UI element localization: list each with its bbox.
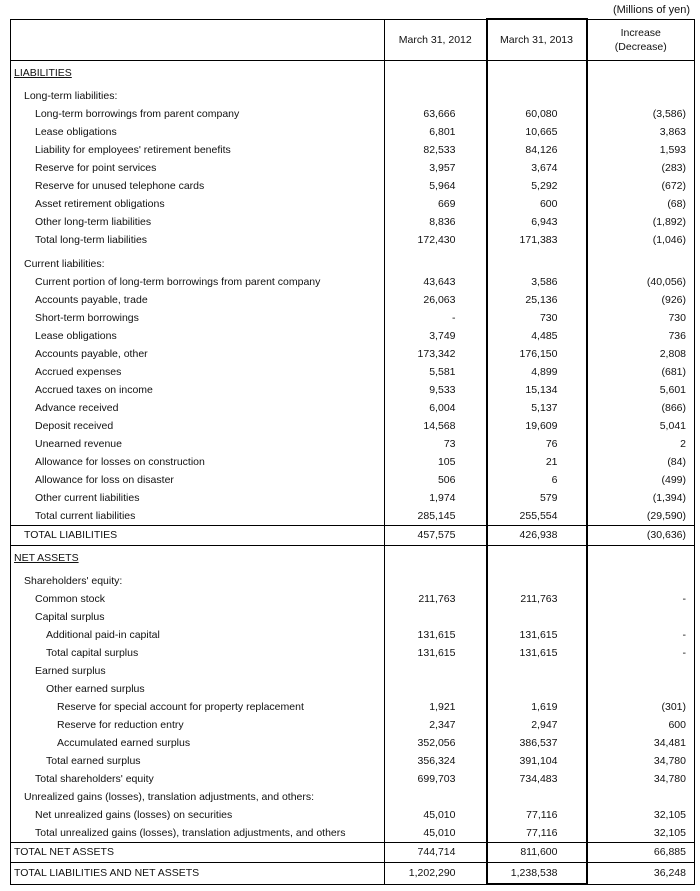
value-2013: 60,080: [487, 105, 587, 123]
blank-cell: [487, 572, 587, 590]
value-2012: [385, 662, 487, 680]
value-change: (3,586): [587, 105, 695, 123]
table-row: [11, 752, 695, 770]
value-2012: 669: [385, 195, 487, 213]
table-row: [11, 177, 695, 195]
header-row: [11, 19, 695, 61]
subsection-long-term-label: Long-term liabilities:: [11, 87, 385, 105]
table-row: [11, 824, 695, 843]
row-label: Total earned surplus: [11, 752, 385, 770]
table-row: [11, 123, 695, 141]
blank-cell: [487, 87, 587, 105]
table-row: [11, 381, 695, 399]
table-row: [11, 309, 695, 327]
subsection-equity-label: Shareholders' equity:: [11, 572, 385, 590]
value-2012: 1,974: [385, 489, 487, 507]
value-change: 3,863: [587, 123, 695, 141]
table-row: [11, 399, 695, 417]
value-change: [587, 680, 695, 698]
value-change: (29,590): [587, 507, 695, 526]
section-liabilities-label: LIABILITIES: [11, 65, 385, 81]
row-label: Total unrealized gains (losses), translation adjustments, and others: [11, 824, 385, 843]
value-2013: 176,150: [487, 345, 587, 363]
table-row: [11, 363, 695, 381]
blank-cell: [487, 65, 587, 81]
table-row: [11, 195, 695, 213]
value-2013: 171,383: [487, 231, 587, 249]
row-label: Other current liabilities: [11, 489, 385, 507]
value-change: [587, 662, 695, 680]
row-label: Accumulated earned surplus: [11, 734, 385, 752]
value-change: [587, 608, 695, 626]
table-row: [11, 489, 695, 507]
value-2013: 391,104: [487, 752, 587, 770]
value-2013: 211,763: [487, 590, 587, 608]
value-2013: 15,134: [487, 381, 587, 399]
row-label: Reserve for unused telephone cards: [11, 177, 385, 195]
value-change: 5,041: [587, 417, 695, 435]
value-2013: 5,292: [487, 177, 587, 195]
grand-total-row: [11, 863, 695, 885]
blank-cell: [385, 255, 487, 273]
table-row: [11, 806, 695, 824]
value-change: 730: [587, 309, 695, 327]
row-label: Total shareholders' equity: [11, 770, 385, 788]
value-2012: -: [385, 309, 487, 327]
value-2013: 131,615: [487, 626, 587, 644]
value-change: 66,885: [587, 843, 695, 863]
table-row: [11, 734, 695, 752]
row-label: Additional paid-in capital: [11, 626, 385, 644]
row-label: Accounts payable, trade: [11, 291, 385, 309]
table-row: [11, 231, 695, 249]
row-label: Lease obligations: [11, 327, 385, 345]
table-row: [11, 105, 695, 123]
table-row: [11, 471, 695, 489]
value-change: (301): [587, 698, 695, 716]
value-2013: 811,600: [487, 843, 587, 863]
row-label: Long-term borrowings from parent company: [11, 105, 385, 123]
section-liabilities: [11, 65, 695, 81]
value-change: (84): [587, 453, 695, 471]
value-change: (1,394): [587, 489, 695, 507]
value-2013: [487, 608, 587, 626]
table-row: [11, 291, 695, 309]
table-row: [11, 159, 695, 177]
table-row: [11, 213, 695, 231]
row-label: Reserve for reduction entry: [11, 716, 385, 734]
value-2013: 1,619: [487, 698, 587, 716]
value-change: 736: [587, 327, 695, 345]
value-2012: 63,666: [385, 105, 487, 123]
value-2012: 5,581: [385, 363, 487, 381]
row-label: Allowance for losses on construction: [11, 453, 385, 471]
value-change: (866): [587, 399, 695, 417]
value-2012: 457,575: [385, 526, 487, 546]
header-blank: [11, 19, 385, 61]
row-label: Total current liabilities: [11, 507, 385, 526]
value-2012: 211,763: [385, 590, 487, 608]
value-change: (681): [587, 363, 695, 381]
blank-cell: [385, 87, 487, 105]
value-2012: 9,533: [385, 381, 487, 399]
subsection-equity: [11, 572, 695, 590]
value-2012: 744,714: [385, 843, 487, 863]
value-2012: [385, 680, 487, 698]
total-net-assets-row: [11, 843, 695, 863]
value-2012: 699,703: [385, 770, 487, 788]
value-2013: 3,674: [487, 159, 587, 177]
value-2012: 3,749: [385, 327, 487, 345]
value-change: (283): [587, 159, 695, 177]
blank-cell: [385, 65, 487, 81]
subsection-current-label: Current liabilities:: [11, 255, 385, 273]
table-row: [11, 662, 695, 680]
value-2013: 600: [487, 195, 587, 213]
subsection-current: [11, 255, 695, 273]
table-row: [11, 141, 695, 159]
value-2013: 579: [487, 489, 587, 507]
value-2012: 172,430: [385, 231, 487, 249]
value-2013: 77,116: [487, 824, 587, 843]
row-label: Unearned revenue: [11, 435, 385, 453]
row-label: Allowance for loss on disaster: [11, 471, 385, 489]
value-2013: 386,537: [487, 734, 587, 752]
value-change: 34,780: [587, 770, 695, 788]
unit-note: (Millions of yen): [612, 4, 690, 16]
value-2013: 4,485: [487, 327, 587, 345]
value-change: (30,636): [587, 526, 695, 546]
value-2012: 73: [385, 435, 487, 453]
blank-cell: [385, 572, 487, 590]
total-liabilities-row: [11, 526, 695, 546]
section-net-assets: [11, 550, 695, 566]
blank-cell: [385, 550, 487, 566]
value-2012: 105: [385, 453, 487, 471]
value-change: 34,481: [587, 734, 695, 752]
row-label: Reserve for special account for property replacement: [11, 698, 385, 716]
value-2012: 2,347: [385, 716, 487, 734]
table-row: [11, 507, 695, 526]
value-change: (926): [587, 291, 695, 309]
table-row: [11, 435, 695, 453]
value-2012: 43,643: [385, 273, 487, 291]
table-row: [11, 417, 695, 435]
value-2013: 84,126: [487, 141, 587, 159]
value-2012: 82,533: [385, 141, 487, 159]
value-2012: 6,004: [385, 399, 487, 417]
section-net-assets-label: NET ASSETS: [11, 550, 385, 566]
row-label: Lease obligations: [11, 123, 385, 141]
value-2013: 255,554: [487, 507, 587, 526]
row-label: Total capital surplus: [11, 644, 385, 662]
value-2013: 5,137: [487, 399, 587, 417]
value-2013: [487, 662, 587, 680]
value-2012: 14,568: [385, 417, 487, 435]
value-2013: [487, 788, 587, 806]
row-label: TOTAL NET ASSETS: [11, 843, 385, 863]
row-label: Asset retirement obligations: [11, 195, 385, 213]
value-change: (672): [587, 177, 695, 195]
row-label: Reserve for point services: [11, 159, 385, 177]
value-2012: [385, 788, 487, 806]
blank-cell: [487, 255, 587, 273]
subsection-long-term: [11, 87, 695, 105]
balance-sheet-table: [10, 18, 695, 885]
row-label: Total long-term liabilities: [11, 231, 385, 249]
value-2013: 6,943: [487, 213, 587, 231]
header-increase-decrease: Increase (Decrease): [587, 19, 695, 61]
value-change: 5,601: [587, 381, 695, 399]
table-row: [11, 770, 695, 788]
value-change: -: [587, 626, 695, 644]
value-2012: 1,921: [385, 698, 487, 716]
value-2012: 3,957: [385, 159, 487, 177]
value-2013: 730: [487, 309, 587, 327]
value-2012: 5,964: [385, 177, 487, 195]
value-change: (1,892): [587, 213, 695, 231]
value-change: 2: [587, 435, 695, 453]
table-row: [11, 788, 695, 806]
value-2012: 45,010: [385, 824, 487, 843]
value-2013: 131,615: [487, 644, 587, 662]
value-change: 36,248: [587, 863, 695, 885]
value-2013: 10,665: [487, 123, 587, 141]
row-label: Common stock: [11, 590, 385, 608]
value-2013: 25,136: [487, 291, 587, 309]
value-2013: 19,609: [487, 417, 587, 435]
header-march-2013: March 31, 2013: [487, 19, 587, 61]
value-2012: 506: [385, 471, 487, 489]
row-label: Capital surplus: [11, 608, 385, 626]
row-label: TOTAL LIABILITIES AND NET ASSETS: [11, 863, 385, 885]
value-change: (40,056): [587, 273, 695, 291]
value-2012: 131,615: [385, 644, 487, 662]
table-row: [11, 327, 695, 345]
value-2013: 1,238,538: [487, 863, 587, 885]
blank-cell: [587, 255, 695, 273]
table-row: [11, 590, 695, 608]
row-label: Accounts payable, other: [11, 345, 385, 363]
table-row: [11, 453, 695, 471]
value-2012: 1,202,290: [385, 863, 487, 885]
value-2013: 734,483: [487, 770, 587, 788]
value-change: -: [587, 590, 695, 608]
row-label: Current portion of long-term borrowings from parent company: [11, 273, 385, 291]
value-change: -: [587, 644, 695, 662]
value-2012: 26,063: [385, 291, 487, 309]
row-label: Deposit received: [11, 417, 385, 435]
table-row: [11, 345, 695, 363]
value-change: 600: [587, 716, 695, 734]
blank-cell: [587, 550, 695, 566]
row-label: Advance received: [11, 399, 385, 417]
blank-cell: [587, 572, 695, 590]
value-2013: 6: [487, 471, 587, 489]
row-label: Other long-term liabilities: [11, 213, 385, 231]
value-2012: 8,836: [385, 213, 487, 231]
value-change: 32,105: [587, 824, 695, 843]
table-row: [11, 608, 695, 626]
table-row: [11, 680, 695, 698]
row-label: Liability for employees' retirement benefits: [11, 141, 385, 159]
table-row: [11, 716, 695, 734]
value-2013: 21: [487, 453, 587, 471]
value-2012: 131,615: [385, 626, 487, 644]
value-2012: 352,056: [385, 734, 487, 752]
value-2013: 76: [487, 435, 587, 453]
row-label: Net unrealized gains (losses) on securities: [11, 806, 385, 824]
value-2013: [487, 680, 587, 698]
value-change: 32,105: [587, 806, 695, 824]
value-2012: 285,145: [385, 507, 487, 526]
table-row: [11, 626, 695, 644]
value-change: (499): [587, 471, 695, 489]
value-change: 2,808: [587, 345, 695, 363]
value-change: 34,780: [587, 752, 695, 770]
row-label: Unrealized gains (losses), translation adjustments, and others:: [11, 788, 385, 806]
value-change: (68): [587, 195, 695, 213]
header-march-2012: March 31, 2012: [385, 19, 487, 61]
blank-cell: [487, 550, 587, 566]
value-change: [587, 788, 695, 806]
row-label: Accrued taxes on income: [11, 381, 385, 399]
value-2012: 173,342: [385, 345, 487, 363]
value-2012: [385, 608, 487, 626]
row-label: Accrued expenses: [11, 363, 385, 381]
value-change: (1,046): [587, 231, 695, 249]
blank-cell: [587, 87, 695, 105]
value-2013: 3,586: [487, 273, 587, 291]
blank-cell: [587, 65, 695, 81]
table-row: [11, 644, 695, 662]
value-2013: 77,116: [487, 806, 587, 824]
value-2013: 4,899: [487, 363, 587, 381]
table-row: [11, 698, 695, 716]
value-2013: 2,947: [487, 716, 587, 734]
value-2012: 45,010: [385, 806, 487, 824]
row-label: Short-term borrowings: [11, 309, 385, 327]
row-label: Other earned surplus: [11, 680, 385, 698]
value-2012: 356,324: [385, 752, 487, 770]
table-row: [11, 273, 695, 291]
value-change: 1,593: [587, 141, 695, 159]
row-label: TOTAL LIABILITIES: [11, 526, 385, 546]
value-2012: 6,801: [385, 123, 487, 141]
row-label: Earned surplus: [11, 662, 385, 680]
value-2013: 426,938: [487, 526, 587, 546]
